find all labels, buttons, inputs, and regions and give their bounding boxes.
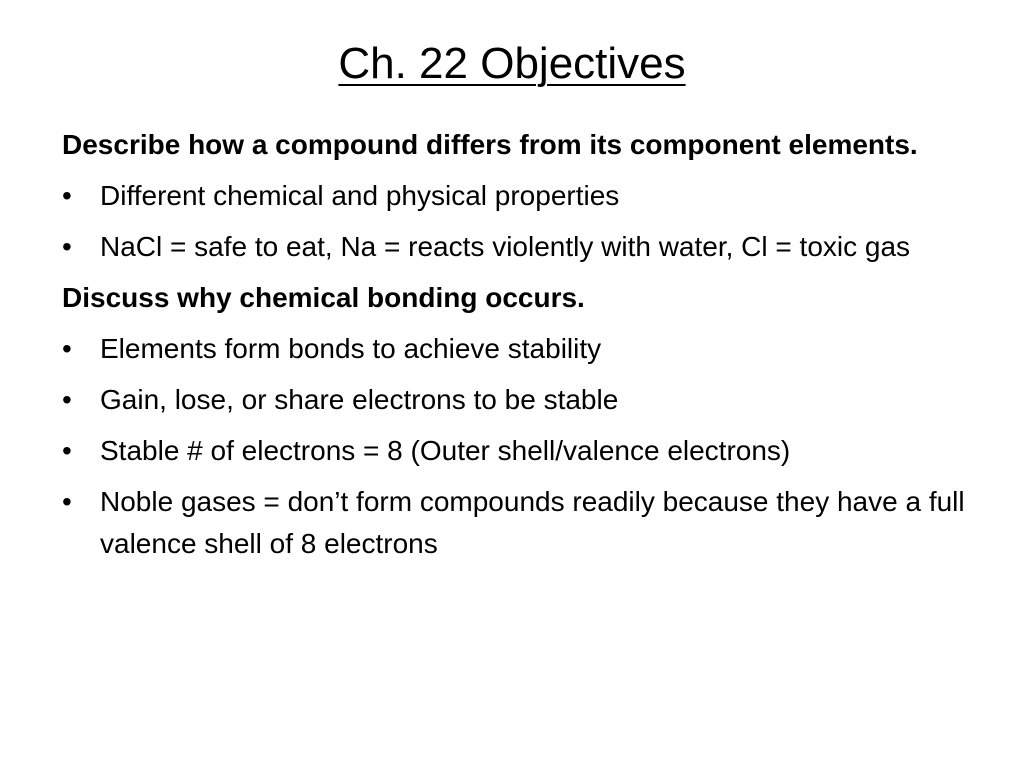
bullet-text: Stable # of electrons = 8 (Outer shell/valence electrons) [100,435,791,466]
bullet-item [62,430,982,472]
slide-title [0,34,1024,94]
bullet-icon: • [62,384,72,415]
slide-title-text: Ch. 22 Objectives [338,39,686,88]
bullet-item [62,175,982,217]
bullet-text: Different chemical and physical properties [100,180,620,211]
bullet-text: Gain, lose, or share electrons to be stable [100,384,619,415]
bullet-icon: • [62,435,72,466]
bullet-icon: • [62,180,72,211]
bullet-icon: • [62,231,72,262]
section-heading: Discuss why chemical bonding occurs. [62,282,585,313]
bullet-item [62,481,982,565]
bullet-item [62,379,982,421]
bullet-text: NaCl = safe to eat, Na = reacts violently with water, Cl = toxic gas [100,231,911,262]
bullet-item [62,328,982,370]
bullet-text: Noble gases = don’t form compounds readily because they have a full valence shell of 8 electrons [100,486,965,559]
bullet-item [62,226,982,268]
section-heading: Describe how a compound differs from its component elements. [62,129,918,160]
bullet-icon: • [62,486,72,517]
slide-body [62,124,982,574]
bullet-icon: • [62,333,72,364]
bullet-text: Elements form bonds to achieve stability [100,333,602,364]
